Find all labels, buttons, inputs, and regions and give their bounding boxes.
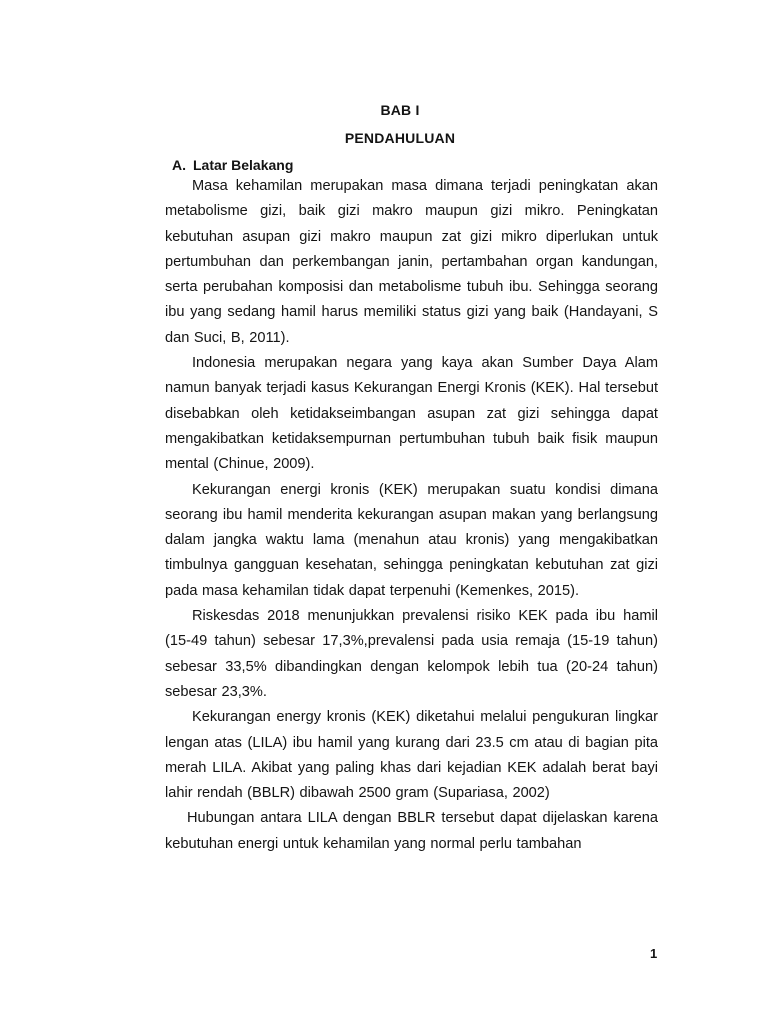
section-title: Latar Belakang: [193, 157, 294, 173]
paragraph: Indonesia merupakan negara yang kaya akan Sumber Daya Alam namun banyak terjadi kasus Kekurangan Energi Kronis (KEK). Hal tersebut disebabkan oleh ketidakseimbangan asupan zat gizi sehingga dapat mengakibatkan ketidaksempurnan pertumbuhan tubuh baik fisik maupun mental (Chinue, 2009).: [165, 355, 658, 473]
paragraph: Riskesdas 2018 menunjukkan prevalensi risiko KEK pada ibu hamil (15-49 tahun) sebesar 17,3%,prevalensi pada usia remaja (15-19 tahun) sebesar 33,5% dibandingkan dengan kelompok lebih tua (20-24 tahun) sebesar 23,3%.: [165, 608, 658, 700]
paragraph: Masa kehamilan merupakan masa dimana terjadi peningkatan akan metabolisme gizi, baik gizi makro maupun gizi mikro. Peningkatan kebutuhan asupan gizi makro maupun zat gizi mikro diperlukan untuk pertumbuhan dan perkembangan janin, pertambahan organ kandungan, serta perubahan komposisi dan metabolisme tubuh ibu. Sehingga seorang ibu yang sedang hamil harus memiliki status gizi yang baik (Handayani, S dan Suci, B, 2011).: [165, 178, 658, 346]
paragraph: Kekurangan energy kronis (KEK) diketahui melalui pengukuran lingkar lengan atas (LILA) ibu hamil yang kurang dari 23.5 cm atau di bagian pita merah LILA. Akibat yang paling khas dari kejadian KEK adalah berat bayi lahir rendah (BBLR) dibawah 2500 gram (Supariasa, 2002): [165, 709, 658, 802]
paragraph: Kekurangan energi kronis (KEK) merupakan suatu kondisi dimana seorang ibu hamil menderita kekurangan asupan makan yang berlangsung dalam jangka waktu lama (menahun atau kronis) yang mengakibatkan timbulnya gangguan kesehatan, sehingga peningkatan kebutuhan zat gizi pada masa kehamilan tidak dapat terpenuhi (Kemenkes, 2015).: [165, 481, 658, 599]
chapter-number: BAB I: [380, 102, 420, 118]
chapter-title: PENDAHULUAN: [344, 130, 456, 146]
body-text: [165, 174, 658, 857]
section-letter: A.: [172, 157, 186, 173]
section-heading: [172, 157, 293, 173]
paragraph: Hubungan antara LILA dengan BBLR tersebut dapat dijelaskan karena kebutuhan energi untuk kehamilan yang normal perlu tambahan: [165, 810, 658, 852]
page-number: 1: [650, 946, 658, 961]
